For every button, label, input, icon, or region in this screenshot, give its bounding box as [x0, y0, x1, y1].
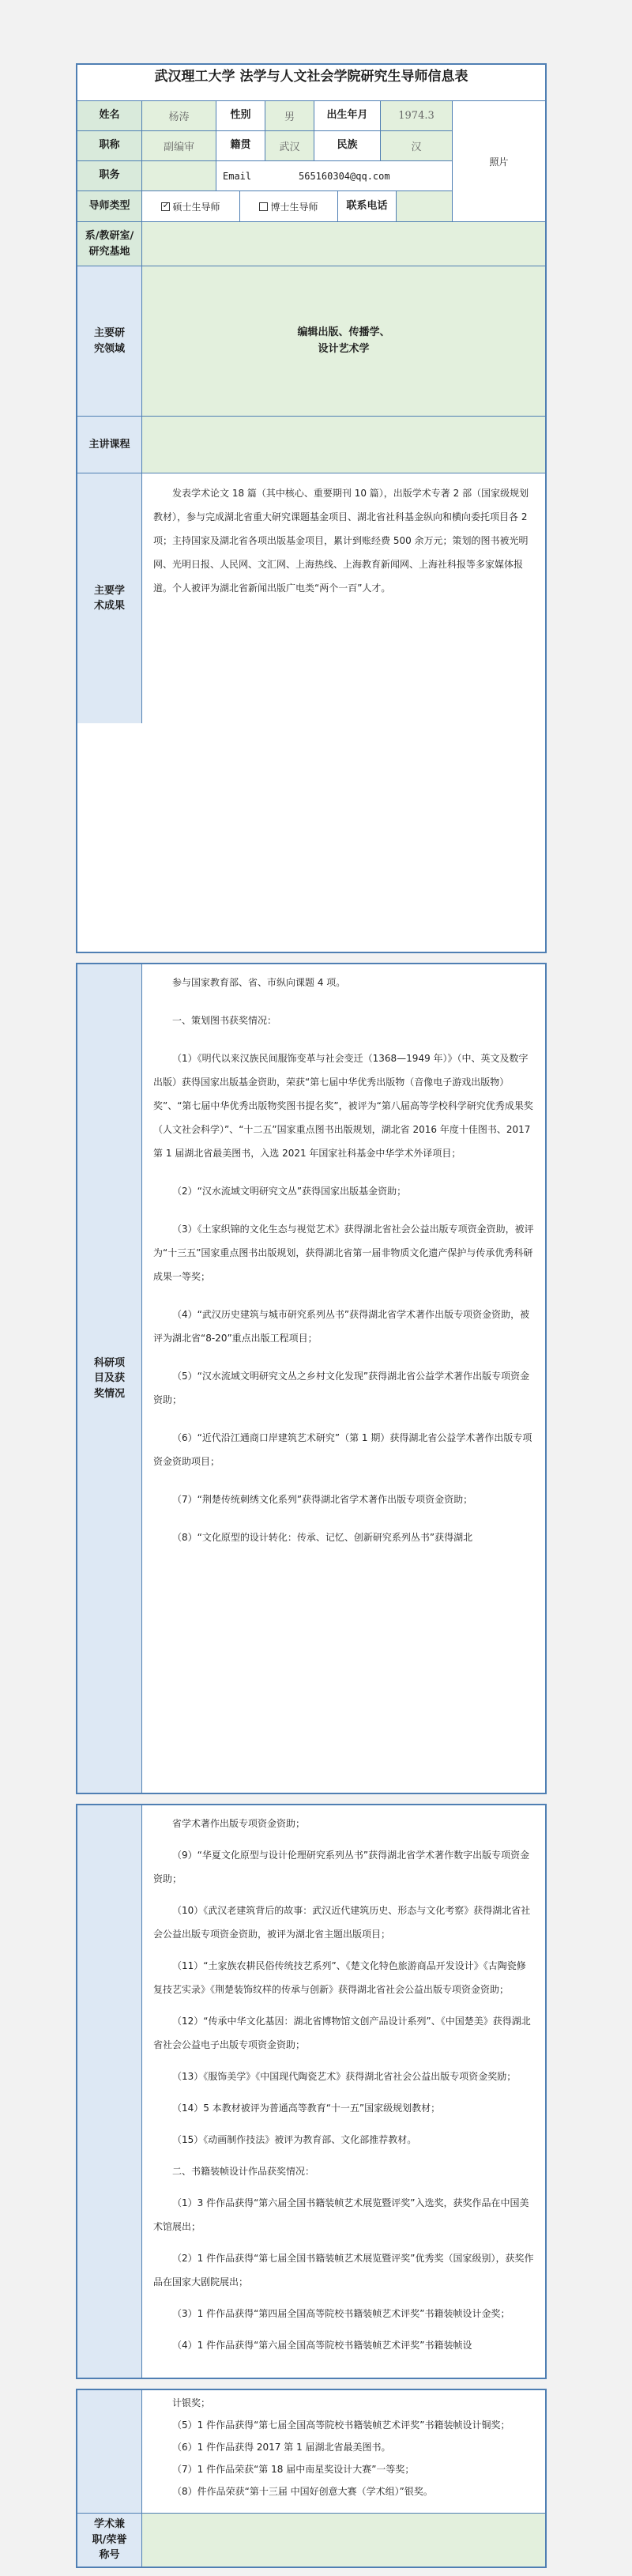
list-item: （4）“武汉历史建筑与城市研究系列丛书”获得湖北省学术著作出版专项资金资助，被评为湖北省“8-20”重点出版工程项目；: [153, 1309, 530, 1344]
projects-side-2: [77, 1805, 142, 2378]
list-item: （13）《服饰美学》《中国现代陶瓷艺术》获得湖北省社会公益出版专项资金奖励；: [172, 2071, 517, 2082]
projects-label: 科研项目及获奖情况: [77, 964, 142, 1793]
basic-info-section: [77, 101, 545, 222]
photo-label: 照片: [489, 156, 509, 168]
email-cell: [216, 161, 452, 190]
concurrent-value: [142, 2514, 545, 2567]
list-item: （6）“近代沿江通商口岸建筑艺术研究”（第 1 期）获得湖北省公益学术著作出版专项资金资助项目；: [153, 1432, 532, 1467]
list-item: （8）件作品荣获“第十三届 中国好创意大赛（学术组）”银奖。: [172, 2486, 433, 2497]
list-item: 参与国家教育部、省、市纵向课题 4 项。: [172, 977, 346, 988]
projects-table-1: [76, 963, 547, 1794]
list-item: （9）“华夏文化原型与设计伦理研究系列丛书”获得湖北省学术著作数字出版专项资金资助；: [153, 1850, 530, 1884]
name-value: 杨涛: [142, 101, 216, 130]
supervisor-type-label: 导师类型: [77, 191, 142, 221]
list-item: （12）“传承中华文化基因：湖北省博物馆文创产品设计系列”、《中国楚美》获得湖北省社会公益电子出版专项资金资助；: [153, 2016, 531, 2050]
achievements-label: 主要学术成果: [77, 473, 142, 723]
projects-table-3: [76, 2389, 547, 2568]
list-item: 一、策划图书获奖情况：: [172, 1015, 277, 1026]
list-item: （4）1 件作品获得“第六届全国高等院校书籍装帧艺术评奖”书籍装帧设: [172, 2340, 472, 2351]
list-item: （1）《明代以来汉族民间服饰变革与社会变迁（1368—1949 年）》（中、英文及数字出版）获得国家出版基金资助，荣获“第七届中华优秀出版物（音像电子游戏出版物）奖”、“第七届中华优秀出版物奖图书提名奖”，被评为“第八届高等学校科学研究优秀成果奖（人文社会科学）”、“十二五”国家重点图书出版规划，湖北省 2016 年度十佳图书、2017 第 1 届湖北省最美图书，入选 2021 年国家社科基金中华学术外译项目；: [153, 1053, 533, 1159]
phone-label: 联系电话: [338, 191, 397, 221]
ethnicity-label: 民族: [314, 131, 381, 160]
master-label: 硕士生导师: [172, 201, 220, 213]
projects-side-3: [77, 2390, 142, 2513]
name-label: 姓名: [77, 101, 142, 130]
list-item: （14）5 本教材被评为普通高等教育“十一五”国家级规划教材；: [172, 2103, 441, 2114]
list-item: （8）“文化原型的设计转化：传承、记忆、创新研究系列丛书”获得湖北: [172, 1532, 473, 1543]
list-item: （15）《动画制作技法》被评为教育部、文化部推荐教材。: [172, 2134, 417, 2145]
list-item: 省学术著作出版专项资金资助；: [172, 1818, 306, 1829]
photo-cell: [452, 101, 545, 221]
phone-value: [397, 191, 452, 221]
concurrent-label: 学术兼职/荣誉称号: [77, 2514, 142, 2567]
info-table: [76, 63, 547, 953]
list-item: （1）3 件作品获得“第六届全国书籍装帧艺术展览暨评奖”入选奖，获奖作品在中国美术馆展出；: [153, 2197, 529, 2232]
master-option[interactable]: [142, 191, 240, 221]
email-label: Email: [223, 170, 252, 182]
achievements-body: [142, 473, 545, 723]
doctor-checkbox[interactable]: [259, 202, 268, 211]
birth-value: 1974.3: [381, 101, 452, 130]
native-label: 籍贯: [216, 131, 265, 160]
research-field-value: [142, 266, 545, 416]
position-value: [142, 161, 216, 190]
title-rank-value: 副编审: [142, 131, 216, 160]
list-item: （11）“土家族农耕民俗传统技艺系列”、《楚文化特色旅游商品开发设计》《古陶瓷修复技艺实录》《荆楚装饰纹样的传承与创新》获得湖北省社会公益出版专项资金资助；: [153, 1960, 526, 1995]
list-item: （2）1 件作品获得“第七届全国书籍装帧艺术展览暨评奖”优秀奖（国家级别），获奖作品在国家大剧院展出；: [153, 2253, 534, 2287]
list-item: （7）“荆楚传统刺绣文化系列”获得湖北省学术著作出版专项资金资助；: [172, 1494, 473, 1505]
position-label: 职务: [77, 161, 142, 190]
doctor-label: 博士生导师: [270, 201, 318, 213]
department-value: [142, 222, 545, 266]
research-field-line-2: 设计艺术学: [318, 342, 370, 355]
list-item: 二、书籍装帧设计作品获奖情况：: [172, 2166, 315, 2177]
birth-label: 出生年月: [314, 101, 381, 130]
achievements-text: 发表学术论文 18 篇（其中核心、重要期刊 10 篇），出版学术专著 2 部（国家级规划教材），参与完成湖北省重大研究课题基金项目、湖北省社科基金纵向和横向委托项目各 2 项；主持国家及湖北省各项出版基金项目，累计到账经费 500 余万元；策划的图书被光明网、光明日报、人民网、文汇网、上海热线、上海教育新闻网、上海社科报等多家媒体报道。个人被评为湖北省新闻出版广电类“两个一百”人才。: [153, 488, 529, 594]
projects-body-3: [142, 2390, 545, 2513]
list-item: （3）《土家织锦的文化生态与视觉艺术》获得湖北省社会公益出版专项资金资助，被评为“十三五”国家重点图书出版规划，获得湖北省第一届非物质文化遗产保护与传承优秀科研成果一等奖；: [153, 1224, 534, 1282]
list-item: （6）1 件作品获得 2017 第 1 届湖北省最美图书。: [172, 2442, 391, 2453]
gender-value: 男: [265, 101, 314, 130]
list-item: （5）1 件作品获得“第七届全国高等院校书籍装帧艺术评奖”书籍装帧设计铜奖；: [172, 2419, 510, 2431]
page-title: 武汉理工大学 法学与人文社会学院研究生导师信息表: [154, 69, 468, 85]
research-field-label: 主要研究领域: [77, 266, 142, 416]
ethnicity-value: 汉: [381, 131, 452, 160]
gender-label: 性别: [216, 101, 265, 130]
doctor-option[interactable]: [240, 191, 338, 221]
title-rank-label: 职称: [77, 131, 142, 160]
projects-body-1: [142, 964, 545, 1793]
courses-value: [142, 417, 545, 473]
research-field-line-1: 编辑出版、传播学、: [297, 326, 390, 338]
list-item: 计银奖；: [172, 2397, 211, 2408]
list-item: （5）“汉水流域文明研究文丛之乡村文化发现”获得湖北省公益学术著作出版专项资金资助；: [153, 1371, 530, 1405]
list-item: （10）《武汉老建筑背后的故事：武汉近代建筑历史、形态与文化考察》获得湖北省社会公益出版专项资金资助，被评为湖北省主题出版项目；: [153, 1905, 531, 1940]
master-checkbox[interactable]: [161, 202, 170, 211]
list-item: （7）1 件作品荣获“第 18 届中南星奖设计大赛”一等奖；: [172, 2464, 415, 2475]
list-item: （3）1 件作品获得“第四届全国高等院校书籍装帧艺术评奖”书籍装帧设计金奖；: [172, 2308, 510, 2319]
email-value: 565160304@qq.com: [299, 170, 390, 182]
courses-label: 主讲课程: [77, 417, 142, 473]
table-title: [77, 65, 545, 101]
list-item: （2）“汉水流域文明研究文丛”获得国家出版基金资助；: [172, 1186, 407, 1197]
projects-body-2: [142, 1805, 545, 2378]
projects-table-2: [76, 1804, 547, 2379]
native-value: 武汉: [265, 131, 314, 160]
department-label: 系/教研室/研究基地: [77, 222, 142, 266]
